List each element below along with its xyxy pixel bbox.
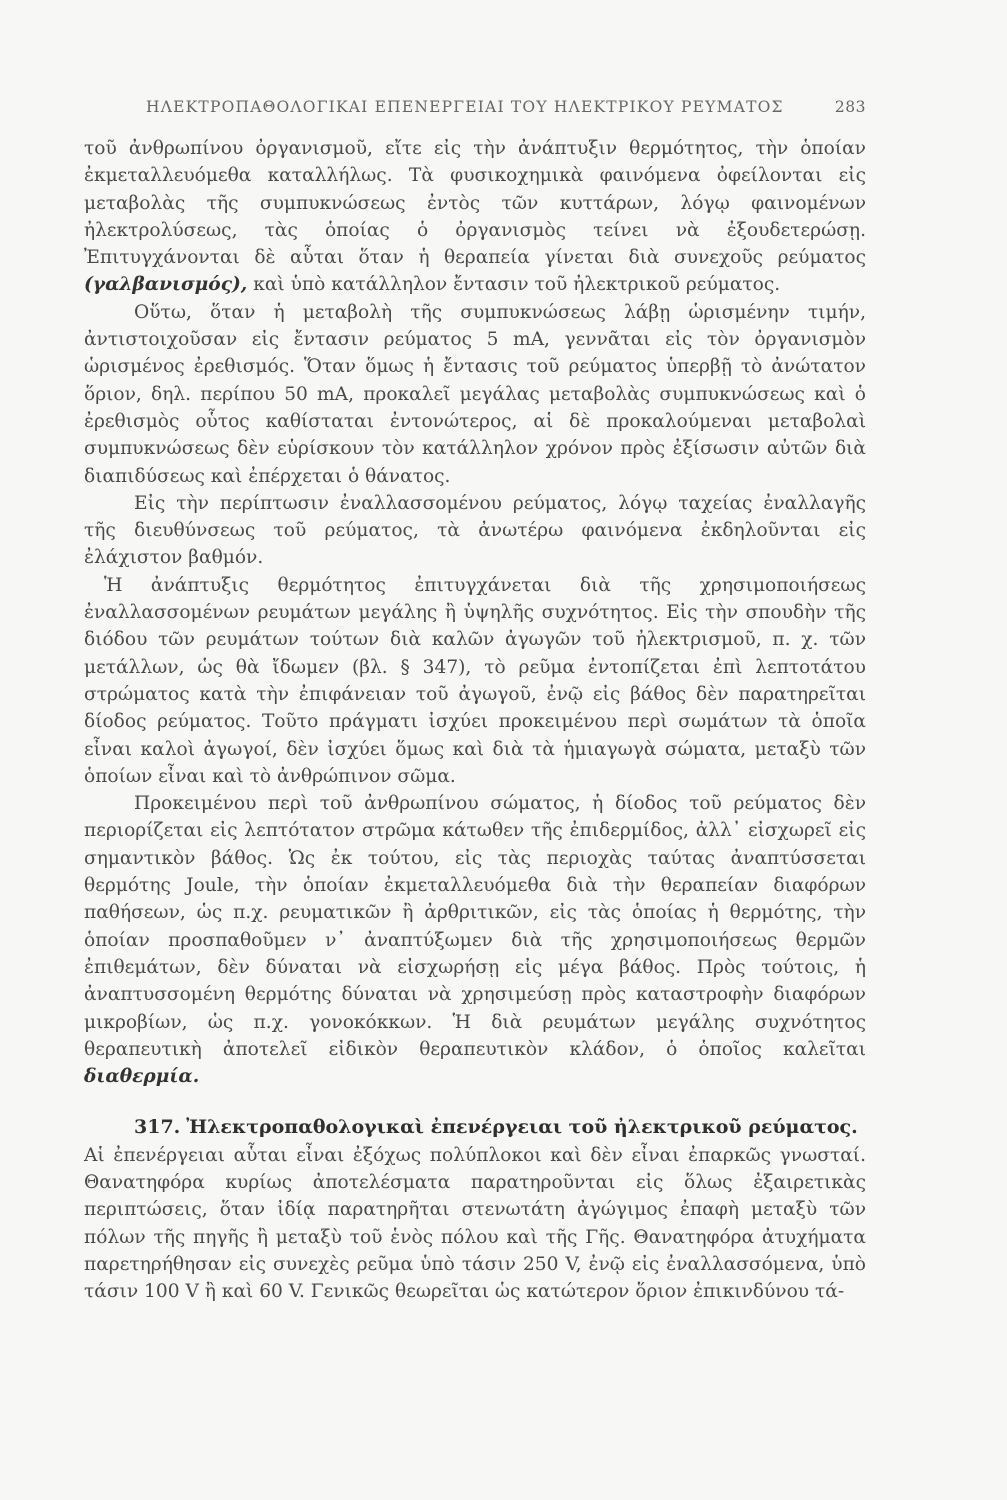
section-title: Ἠλεκτροπαθολογικαὶ ἐπενέργειαι τοῦ ἠλεκτρικοῦ ρεύματος. [186,1116,858,1139]
section-number: 317. [134,1116,181,1139]
term-galvanism: (γαλβανισμός), [84,274,248,296]
paragraph-1-text: τοῦ ἀνθρωπίνου ὀργανισμοῦ, εἴτε εἰς τὴν ἀνάπτυξιν θερμότητος, τὴν ὁποίαν ἐκμεταλλευόμεθα καταλλήλως. Τὰ φυσικοχημικὰ φαινόμενα ὀφείλονται εἰς μεταβολὰς τῆς συμπυκνώσεως ἐντὸς τῶν κυττάρων, λόγῳ φαινομένων ἠλεκτρολύσεως, τὰς ὁποίας ὁ ὀργανισμὸς τείνει νὰ ἐξουδετερώσῃ. Ἐπιτυγχάνονται δὲ αὗται ὅταν ἡ θεραπεία γίνεται διὰ συνεχοῦς ρεύματος [84,138,866,269]
body-text [84,135,866,1305]
section-317 [84,1114,866,1141]
paragraph-2: Οὕτω, ὅταν ἡ μεταβολὴ τῆς συμπυκνώσεως λάβῃ ὡρισμένην τιμήν, ἀντιστοιχοῦσαν εἰς ἔντασιν ρεύματος 5 mA, γεννᾶται εἰς τὸν ὀργανισμὸν ὡρισμένος ἐρεθισμός. Ὅταν ὅμως ἡ ἔντασις τοῦ ρεύματος ὑπερβῇ τὸ ἀνώτατον ὅριον, δηλ. περίπου 50 mA, προκαλεῖ μεγάλας μεταβολὰς συμπυκνώσεως καὶ ὁ ἐρεθισμὸς οὗτος καθίσταται ἐντονώτερος, αἱ δὲ προκαλούμεναι μεταβολαὶ συμπυκνώσεως δὲν εὑρίσκουν τὸν κατάλληλον χρόνον πρὸς ἐξίσωσιν αὐτῶν διὰ διαπιδύσεως καὶ ἐπέρχεται ὁ θάνατος. [84,301,866,487]
term-diathermy: διαθερμία. [84,1066,200,1088]
page-number: 283 [834,98,866,116]
paragraph-3: Εἰς τὴν περίπτωσιν ἐναλλασσομένου ρεύματος, λόγῳ ταχείας ἐναλλαγῆς τῆς διευθύνσεως τοῦ ρεύματος, τὰ ἀνωτέρω φαινόμενα ἐκδηλοῦνται εἰς ἐλάχιστον βαθμόν. [84,492,866,569]
running-header [146,98,866,116]
paragraph-1-text-end: καὶ ὑπὸ κατάλληλον ἔντασιν τοῦ ἠλεκτρικοῦ ρεύματος. [253,274,781,296]
paragraph-5 [84,790,866,1090]
paragraph-1 [84,135,866,299]
paragraph-5-text: Προκειμένου περὶ τοῦ ἀνθρωπίνου σώματος, ἡ δίοδος τοῦ ρεύματος δὲν περιορίζεται εἰς λεπτότατον στρῶμα κάτωθεν τῆς ἐπιδερμίδος, ἀλλ᾽ εἰσχωρεῖ εἰς σημαντικὸν βάθος. Ὡς ἐκ τούτου, εἰς τὰς περιοχὰς ταύτας ἀναπτύσσεται θερμότης Joule, τὴν ὁποίαν ἐκμεταλλευόμεθα διὰ τὴν θεραπείαν διαφόρων παθήσεων, ὡς π.χ. ρευματικῶν ἢ ἀρθριτικῶν, εἰς τὰς ὁποίας ἡ θερμότης, τὴν ὁποίαν προσπαθοῦμεν ν᾽ ἀναπτύξωμεν διὰ τῆς χρησιμοποιήσεως θερμῶν ἐπιθεμάτων, δὲν δύναται νὰ εἰσχωρήσῃ εἰς μέγα βάθος. Πρὸς τούτοις, ἡ ἀναπτυσσομένη θερμότης δύναται νὰ χρησιμεύσῃ πρὸς καταστροφὴν διαφόρων μικροβίων, ὡς π.χ. γονοκόκκων. Ἡ διὰ ρευμάτων μεγάλης συχνότητος θεραπευτικὴ ἀποτελεῖ εἰδικὸν θεραπευτικὸν κλάδον, ὁ ὁποῖος καλεῖται [84,793,866,1060]
running-title: ΗΛΕΚΤΡΟΠΑΘΟΛΟΓΙΚΑΙ ΕΠΕΝΕΡΓΕΙΑΙ ΤΟΥ ΗΛΕΚΤΡΙΚΟΥ ΡΕΥΜΑΤΟΣ [146,98,784,116]
section-317-body: Αἱ ἐπενέργειαι αὗται εἶναι ἐξόχως πολύπλοκοι καὶ δὲν εἶναι ἐπαρκῶς γνωσταί. Θανατηφόρα κυρίως ἀποτελέσματα παρατηροῦνται εἰς ὅλως ἐξαιρετικὰς περιπτώσεις, ὅταν ἰδίᾳ παρατηρῆται στενωτάτη ἀγώγιμος ἐπαφὴ μεταξὺ τῶν πόλων τῆς πηγῆς ἢ μεταξὺ τοῦ ἑνὸς πόλου καὶ τῆς Γῆς. Θανατηφόρα ἀτυχήματα παρετηρήθησαν εἰς συνεχὲς ρεῦμα ὑπὸ τάσιν 250 V, ἐνῷ εἰς ἐναλλασσόμενα, ὑπὸ τάσιν 100 V ἢ καὶ 60 V. Γενικῶς θεωρεῖται ὡς κατώτερον ὅριον ἐπικινδύνου τά- [84,1144,866,1303]
paragraph-4: Ἡ ἀνάπτυξις θερμότητος ἐπιτυγχάνεται διὰ τῆς χρησιμοποιήσεως ἐναλλασσομένων ρευμάτων μεγάλης ἢ ὑψηλῆς συχνότητος. Εἰς τὴν σπουδὴν τῆς διόδου τῶν ρευμάτων τούτων διὰ καλῶν ἀγωγῶν τοῦ ἠλεκτρισμοῦ, π. χ. τῶν μετάλλων, ὡς θὰ ἴδωμεν (βλ. § 347), τὸ ρεῦμα ἐντοπίζεται ἐπὶ λεπτοτάτου στρώματος κατὰ τὴν ἐπιφάνειαν τοῦ ἀγωγοῦ, ἐνῷ εἰς βάθος δὲν παρατηρεῖται δίοδος ρεύματος. Τοῦτο πράγματι ἰσχύει προκειμένου περὶ σωμάτων τὰ ὁποῖα εἶναι καλοὶ ἀγωγοί, δὲν ἰσχύει ὅμως καὶ διὰ τὰ ἡμιαγωγὰ σώματα, μεταξὺ τῶν ὁποίων εἶναι καὶ τὸ ἀνθρώπινον σῶμα. [84,574,866,787]
